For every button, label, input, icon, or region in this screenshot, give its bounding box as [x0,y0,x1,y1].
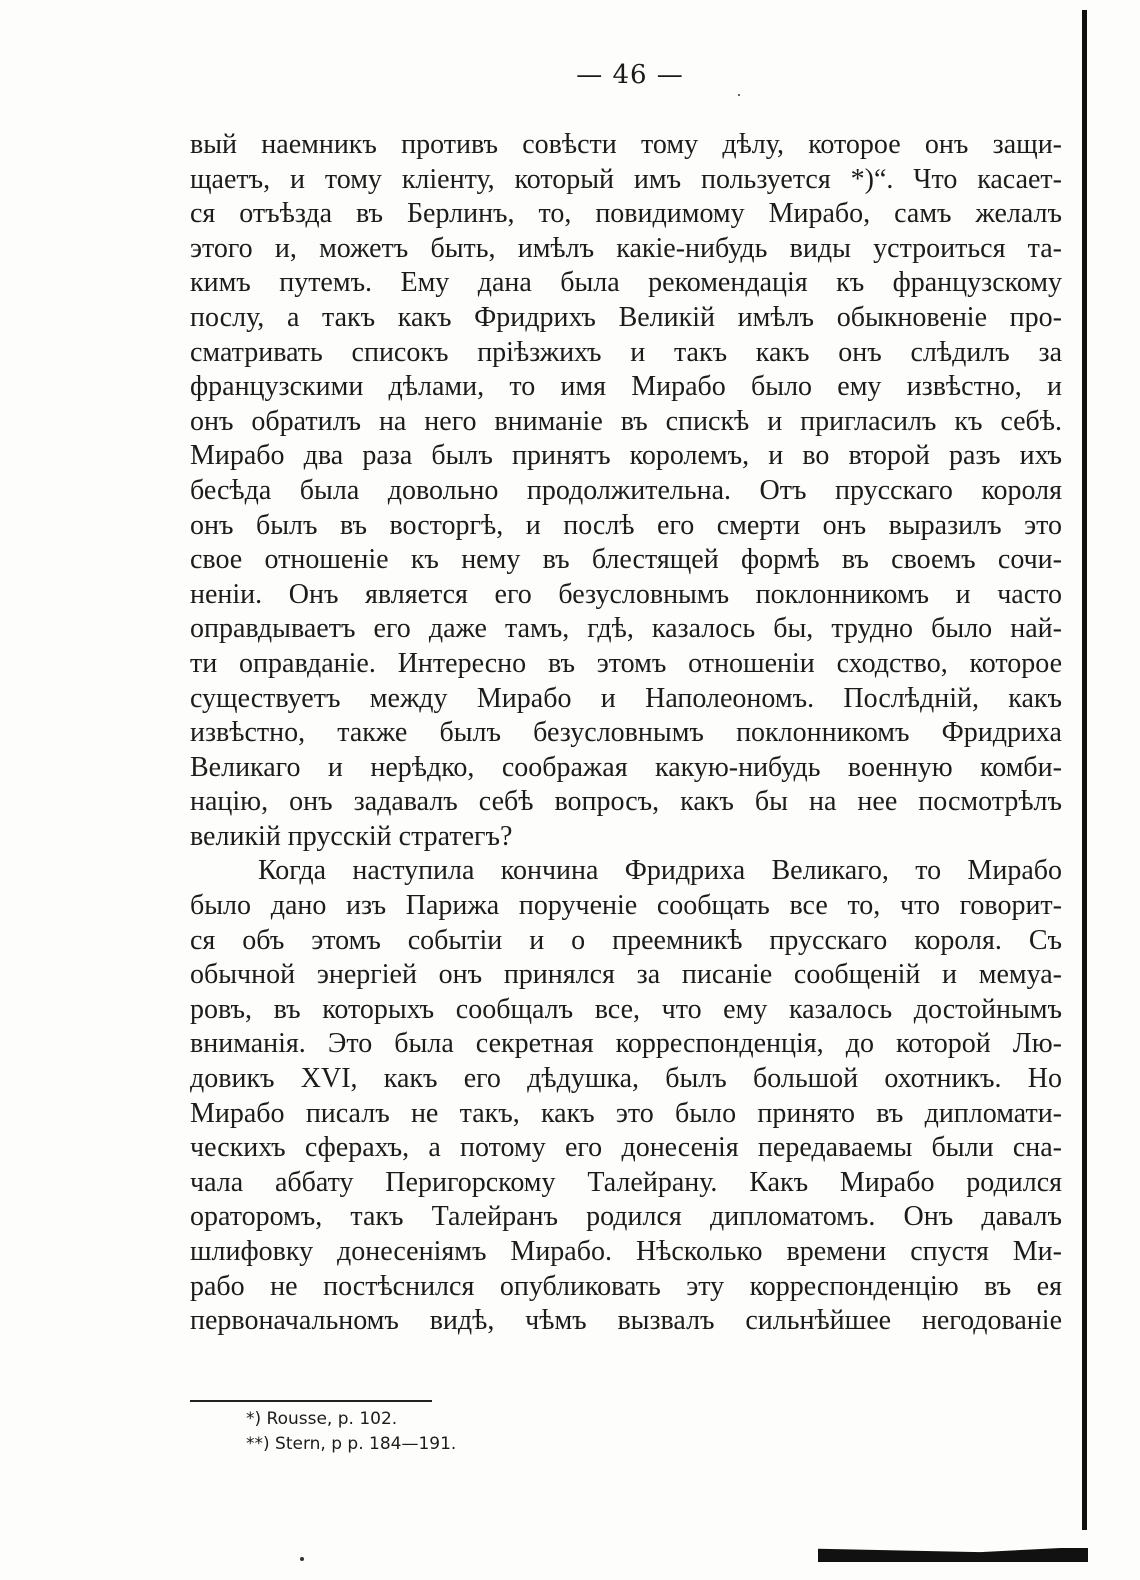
text-line: послу, а такъ какъ Фридрихъ Великій имѣлъ обыкновеніе про- [190,301,1062,333]
scan-speck [738,94,740,96]
text-line: вниманія. Это была секретная корреспонденція, до которой Лю- [190,1028,1062,1060]
footnote: **) Stern, p p. 184—191. [246,1434,457,1454]
text-line-paragraph-start: Когда наступила кончина Фридриха Великаго, то Мирабо [258,855,1062,887]
text-line: Мирабо два раза былъ принятъ королемъ, и во второй разъ ихъ [190,440,1062,472]
text-line: обычной энергіей онъ принялся за писаніе сообщеній и мемуа- [190,959,1062,991]
text-line: было дано изъ Парижа порученіе сообщать все то, что говорит- [190,890,1062,922]
text-line: бесѣда была довольно продолжительна. Отъ прусскаго короля [190,474,1062,506]
text-line: существуетъ между Мирабо и Наполеономъ. Послѣдній, какъ [190,682,1062,714]
text-line: извѣстно, также былъ безусловнымъ поклонникомъ Фридриха [190,717,1062,749]
text-line: ти оправданіе. Интересно въ этомъ отношеніи сходство, которое [190,647,1062,679]
page-number: — 46 — [576,60,684,90]
body-text [190,128,1062,1339]
footnote-divider [190,1400,432,1402]
text-line: оправдываетъ его даже тамъ, гдѣ, казалось бы, трудно было най- [190,613,1062,645]
text-line: Великаго и нерѣдко, соображая какую-нибудь военную комби- [190,751,1062,783]
text-line: неніи. Онъ является его безусловнымъ поклонникомъ и часто [190,578,1062,610]
text-line: ческихъ сферахъ, а потому его донесенія передаваемы были сна- [190,1132,1062,1164]
text-line: свое отношеніе къ нему въ блестящей формѣ въ своемъ сочи- [190,544,1062,576]
scan-speck [300,1557,304,1561]
text-line: этого и, можетъ быть, имѣлъ какіе-нибудь виды устроиться та- [190,232,1062,264]
text-line: сматривать списокъ пріѣзжихъ и такъ какъ онъ слѣдилъ за [190,336,1062,368]
text-line: вый наемникъ противъ совѣсти тому дѣлу, которое онъ защи- [190,129,1062,160]
scan-edge-line [1082,10,1087,1530]
text-line: довикъ XVI, какъ его дѣдушка, былъ большой охотникъ. Но [190,1063,1062,1095]
text-line: онъ обратилъ на него вниманіе въ спискѣ и пригласилъ къ себѣ. [190,405,1062,437]
text-line: рабо не постѣснился опубликовать эту корреспонденцію въ ея [190,1270,1062,1302]
text-line: ровъ, въ которыхъ сообщалъ все, что ему казалось достойнымъ [190,993,1062,1025]
footnotes [246,1407,456,1457]
footnote: *) Rousse, p. 102. [246,1409,398,1429]
scan-edge-artifact [818,1540,1088,1562]
text-line-paragraph-end: великій прусскій стратегъ? [190,820,513,852]
text-line: шлифовку донесеніямъ Мирабо. Нѣсколько времени спустя Ми- [190,1236,1062,1267]
text-line: кимъ путемъ. Ему дана была рекомендація къ французскому [190,267,1062,299]
text-line: ся отъѣзда въ Берлинъ, то, повидимому Мирабо, самъ желалъ [190,198,1062,230]
text-line: онъ былъ въ восторгѣ, и послѣ его смерти онъ выразилъ это [190,509,1062,541]
text-line: ся объ этомъ событіи и о преемникѣ прусскаго короля. Съ [190,924,1062,956]
text-line: ораторомъ, такъ Талейранъ родился дипломатомъ. Онъ давалъ [190,1201,1062,1233]
text-line: французскими дѣлами, то имя Мирабо было ему извѣстно, и [190,371,1062,403]
text-line: націю, онъ задавалъ себѣ вопросъ, какъ бы на нее посмотрѣлъ [190,786,1062,818]
text-line: щаетъ, и тому кліенту, который имъ пользуется *)“. Что касает- [190,163,1062,195]
text-line: первоначальномъ видѣ, чѣмъ вызвалъ сильнѣйшее негодованіе [190,1305,1062,1337]
text-line: чала аббату Перигорскому Талейрану. Какъ Мирабо родился [190,1166,1062,1198]
text-line: Мирабо писалъ не такъ, какъ это было принято въ дипломати- [190,1097,1062,1129]
